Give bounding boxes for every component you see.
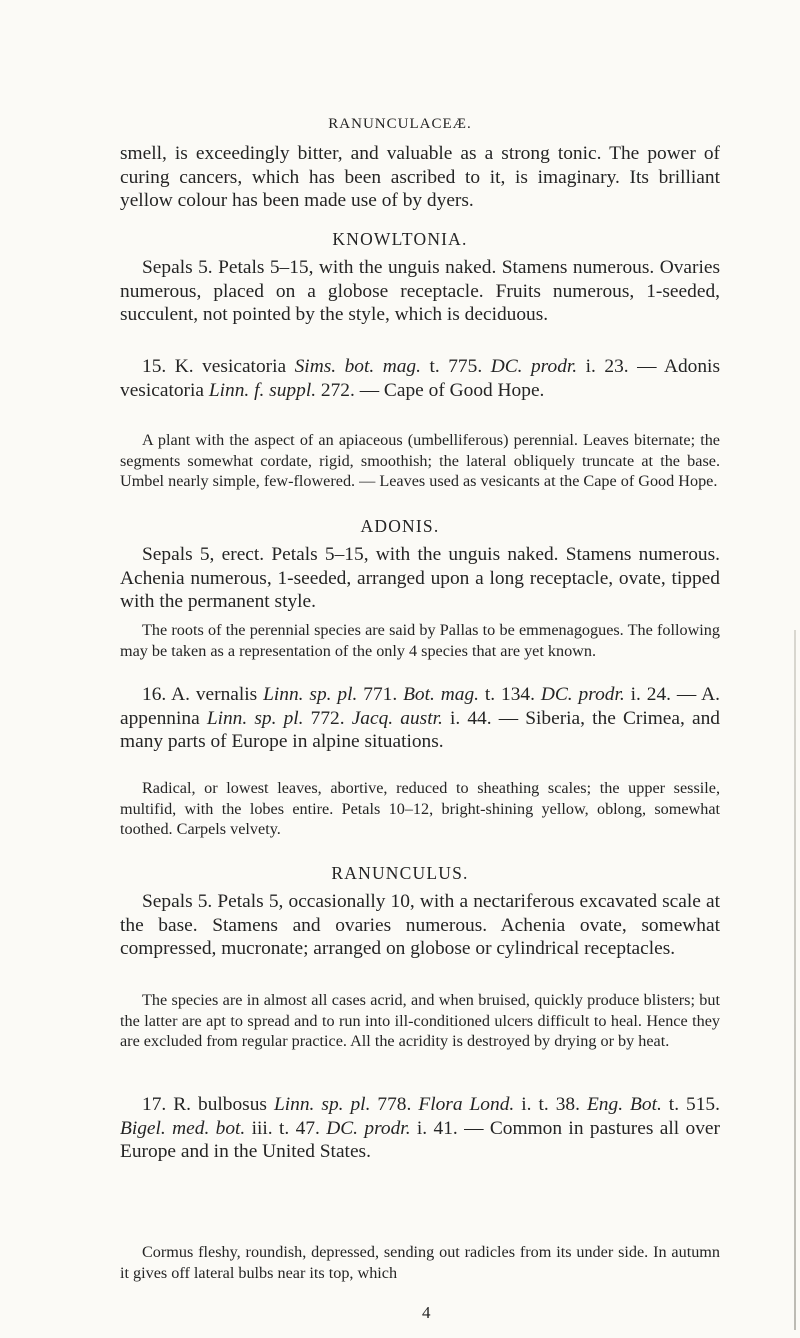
ranunculus-species-entry: 17. R. bulbosus Linn. sp. pl. 778. Flora Lond. i. t. 38. Eng. Bot. t. 515. Bigel. med. bot. iii. t. 47. DC. prodr. i. 41. — Common in pastures all over Europe and in the United States.: [120, 1094, 720, 1162]
genus-title-ranunculus: RANUNCULUS.: [331, 863, 469, 883]
adonis-note-roots: The roots of the perennial species are said by Pallas to be emmenagogues. The following may be taken as a representation of the only 4 species that are yet known.: [120, 621, 720, 660]
signature-mark: 4: [422, 1303, 431, 1322]
adonis-note-leaves: Radical, or lowest leaves, abortive, reduced to sheathing scales; the upper sessile, multifid, with the lobes entire. Petals 10–12, bright-shining yellow, oblong, somewhat toothed. Carpels velvety.: [120, 779, 720, 838]
intro-paragraph: smell, is exceedingly bitter, and valuable as a strong tonic. The power of curing cancers, which has been ascribed to it, is imaginary. Its brilliant yellow colour has been made use of by dyers.: [120, 143, 720, 211]
ranunculus-note-acrid: The species are in almost all cases acrid, and when bruised, quickly produce blisters; but the latter are apt to spread and to run into ill-conditioned ulcers difficult to heal. Hence they are excluded from regular practice. All the acridity is destroyed by drying or by heat.: [120, 991, 720, 1050]
page-edge-shadow: [794, 630, 796, 1330]
ranunculus-description: Sepals 5. Petals 5, occasionally 10, with a nectariferous excavated scale at the base. Stamens and ovaries numerous. Achenia ovate, somewhat compressed, mucronate; arranged on globose or cylindrical receptacles.: [120, 891, 720, 959]
knowltonia-species-entry: 15. K. vesicatoria Sims. bot. mag. t. 775. DC. prodr. i. 23. — Adonis vesicatoria Linn. f. suppl. 272. — Cape of Good Hope.: [120, 356, 720, 401]
genus-title-knowltonia: KNOWLTONIA.: [332, 229, 468, 249]
adonis-species-entry: 16. A. vernalis Linn. sp. pl. 771. Bot. mag. t. 134. DC. prodr. i. 24. — A. appennina Linn. sp. pl. 772. Jacq. austr. i. 44. — Siberia, the Crimea, and many parts of Europe in alpine situations.: [120, 684, 720, 752]
adonis-description: Sepals 5, erect. Petals 5–15, with the unguis naked. Stamens numerous. Achenia numerous, 1-seeded, arranged upon a long receptacle, ovate, tipped with the permanent style.: [120, 544, 720, 612]
knowltonia-description: Sepals 5. Petals 5–15, with the unguis naked. Stamens numerous. Ovaries numerous, placed on a globose receptacle. Fruits numerous, 1-seeded, succulent, not pointed by the style, which is deciduous.: [120, 257, 720, 325]
knowltonia-note: A plant with the aspect of an apiaceous (umbelliferous) perennial. Leaves biternate; the segments somewhat cordate, rigid, smoothish; the lateral obliquely truncate at the base. Umbel nearly simple, few-flowered. — Leaves used as vesicants at the Cape of Good Hope.: [120, 431, 720, 490]
genus-title-adonis: ADONIS.: [360, 516, 440, 536]
ranunculus-note-cormus: Cormus fleshy, roundish, depressed, sending out radicles from its under side. In autumn it gives off lateral bulbs near its top, which: [120, 1243, 720, 1282]
running-head: RANUNCULACEÆ.: [328, 116, 472, 132]
